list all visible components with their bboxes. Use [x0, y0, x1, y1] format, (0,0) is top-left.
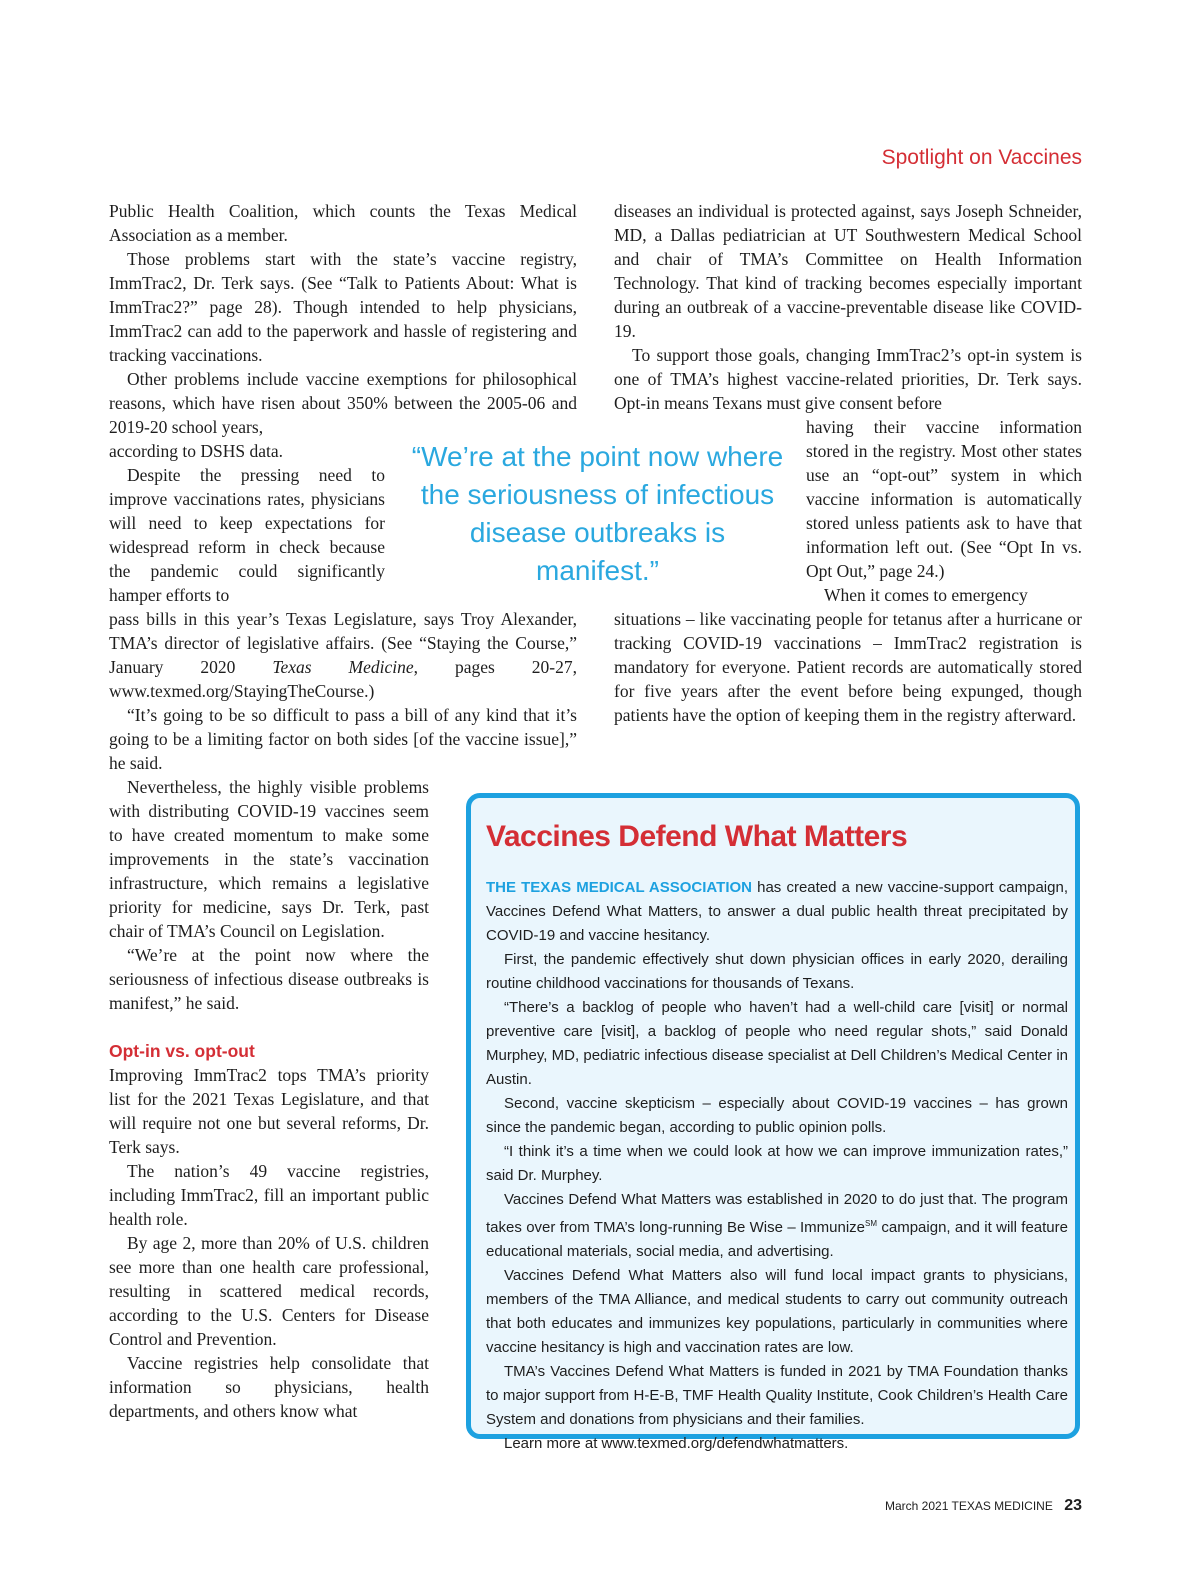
article-paragraph: “It’s going to be so difficult to pass a bill of any kind that it’s going to be a limiting factor on both sides [of the vaccine issue],” he said. — [109, 705, 577, 773]
sidebar-paragraph: “I think it’s a time when we could look at how we can improve immunization rates,” said Dr. Murphey. — [486, 1143, 1068, 1184]
text-run: has created a new vaccine-support campaign, Vaccines Defend What Matters, to answer a dual public health threat precipitated by COVID-19 and vaccine hesitancy. — [486, 879, 1068, 944]
sidebar-paragraph — [486, 876, 1068, 948]
sidebar-paragraph: Learn more at www.texmed.org/defendwhatmatters. — [504, 1435, 849, 1452]
article-paragraph: “We’re at the point now where the seriousness of infectious disease outbreaks is manifest,” he said. — [109, 945, 429, 1013]
sidebar-paragraph: “There’s a backlog of people who haven’t had a well-child care [visit] or normal preventive care [visit], a backlog of people who need regular shots,” said Donald Murphey, MD, pediatric infectious disease specialist at Dell Children’s Medical Center in Austin. — [486, 999, 1068, 1088]
footer-publication: TEXAS MEDICINE — [951, 1499, 1053, 1513]
article-paragraph: having their vaccine information stored in the registry. Most other states use an “opt-out” system in which vaccine information is automatically stored unless patients ask to have that information left out. (See “Opt In vs. Opt Out,” page 24.) — [806, 417, 1082, 581]
article-paragraph — [109, 607, 577, 703]
sidebar-lead-in: THE TEXAS MEDICAL ASSOCIATION — [486, 879, 752, 896]
sidebar-box — [466, 793, 1080, 1452]
sidebar-title: Vaccines Defend What Matters — [486, 820, 908, 853]
text-run: campaign, and it will feature educational materials, social media, and advertising. — [486, 1219, 1068, 1260]
article-column-left-top — [109, 199, 577, 439]
article-paragraph: To support those goals, changing ImmTrac2’s opt-in system is one of TMA’s highest vaccine-related priorities, Dr. Terk says. Opt-in means Texans must give consent before — [614, 345, 1082, 413]
sidebar-paragraph: First, the pandemic effectively shut down physician offices in early 2020, derailing routine childhood vaccinations for thousands of Texans. — [486, 951, 1068, 992]
sidebar-paragraph: TMA’s Vaccines Defend What Matters is funded in 2021 by TMA Foundation thanks to major support from H-E-B, TMF Health Quality Institute, Cook Children’s Health Care System and donations from physicians and their families. — [486, 1363, 1068, 1428]
article-paragraph: Improving ImmTrac2 tops TMA’s priority list for the 2021 Texas Legislature, and that will require not one but several reforms, Dr. Terk says. — [109, 1065, 429, 1157]
subheading: Opt-in vs. opt-out — [109, 1041, 255, 1061]
sidebar-paragraph: Second, vaccine skepticism – especially about COVID-19 vaccines – has grown since the pandemic began, according to public opinion polls. — [486, 1095, 1068, 1136]
article-column-right-top — [614, 199, 1082, 415]
publication-title: Texas Medicine — [272, 657, 414, 677]
page-number: 23 — [1064, 1497, 1082, 1514]
article-paragraph: Nevertheless, the highly visible problems with distributing COVID-19 vaccines seem to have created momentum to make some improvements in the state’s vaccination infrastructure, which remains a legislative priority for medicine, says Dr. Terk, past chair of TMA’s Council on Legislation. — [109, 777, 429, 941]
article-paragraph: When it comes to emergency — [824, 585, 1028, 605]
article-paragraph: The nation’s 49 vaccine registries, including ImmTrac2, fill an important public health role. — [109, 1161, 429, 1229]
footer-issue: March 2021 — [885, 1499, 949, 1513]
article-column-left-bottom — [109, 775, 429, 1423]
article-paragraph: Other problems include vaccine exemptions for philosophical reasons, which have risen about 350% between the 2005-06 and 2019-20 school years, — [109, 369, 577, 437]
article-column-left-narrow — [109, 439, 385, 607]
article-paragraph: situations – like vaccinating people for tetanus after a hurricane or tracking COVID-19 vaccinations – ImmTrac2 registration is mandatory for everyone. Patient records are automatically stored for five years after the event before being expunged, though patients have the option of keeping them in the registry afterward. — [614, 609, 1082, 725]
pull-quote: “We’re at the point now where the seriousness of infectious disease outbreaks is manifest.” — [411, 441, 784, 586]
article-paragraph: Despite the pressing need to improve vaccinations rates, physicians will need to keep expectations for widespread reform in check because the pandemic could significantly hamper efforts to — [109, 465, 385, 605]
article-paragraph: By age 2, more than 20% of U.S. children see more than one health care professional, resulting in scattered medical records, according to the U.S. Centers for Disease Control and Prevention. — [109, 1233, 429, 1349]
article-paragraph: Public Health Coalition, which counts the Texas Medical Association as a member. — [109, 201, 577, 245]
sidebar-paragraph — [486, 1188, 1068, 1264]
sidebar-paragraph: Vaccines Defend What Matters also will fund local impact grants to physicians, members of the TMA Alliance, and medical students to carry out community outreach that both educates and immunizes key populations, particularly in communities where vaccine hesitancy is high and vaccination rates are low. — [486, 1267, 1068, 1356]
article-column-right-narrow — [806, 415, 1082, 607]
article-paragraph: diseases an individual is protected against, says Joseph Schneider, MD, a Dallas pediatrician at UT Southwestern Medical School and chair of TMA’s Committee on Health Information Technology. That kind of tracking becomes especially important during an outbreak of a vaccine-preventable disease like COVID-19. — [614, 201, 1082, 341]
text-run: Vaccines Defend What Matters was established in 2020 to do just that. The program takes over from TMA’s long-running Be Wise – Immunize — [486, 1191, 1068, 1236]
article-paragraph: according to DSHS data. — [109, 441, 283, 461]
text-run: , pages 20-27, www.texmed.org/StayingTheCourse.) — [109, 657, 577, 701]
sidebar-body — [486, 876, 1068, 1456]
article-paragraph: Vaccine registries help consolidate that information so physicians, health departments, and others know what — [109, 1353, 429, 1421]
article-column-right-wide — [614, 607, 1082, 727]
article-column-left-wide — [109, 607, 577, 775]
service-mark: SM — [865, 1219, 878, 1228]
article-paragraph: Those problems start with the state’s vaccine registry, ImmTrac2, Dr. Terk says. (See “Talk to Patients About: What is ImmTrac2?” page 28). Though intended to help physicians, ImmTrac2 can add to the paperwork and hassle of registering and tracking vaccinations. — [109, 249, 577, 365]
text-run: pass bills in this year’s Texas Legislature, says Troy Alexander, TMA’s director of legislative affairs. (See “Staying the Course,” January 2020 — [109, 609, 577, 677]
page-footer — [885, 1497, 1082, 1515]
section-label: Spotlight on Vaccines — [881, 146, 1082, 169]
